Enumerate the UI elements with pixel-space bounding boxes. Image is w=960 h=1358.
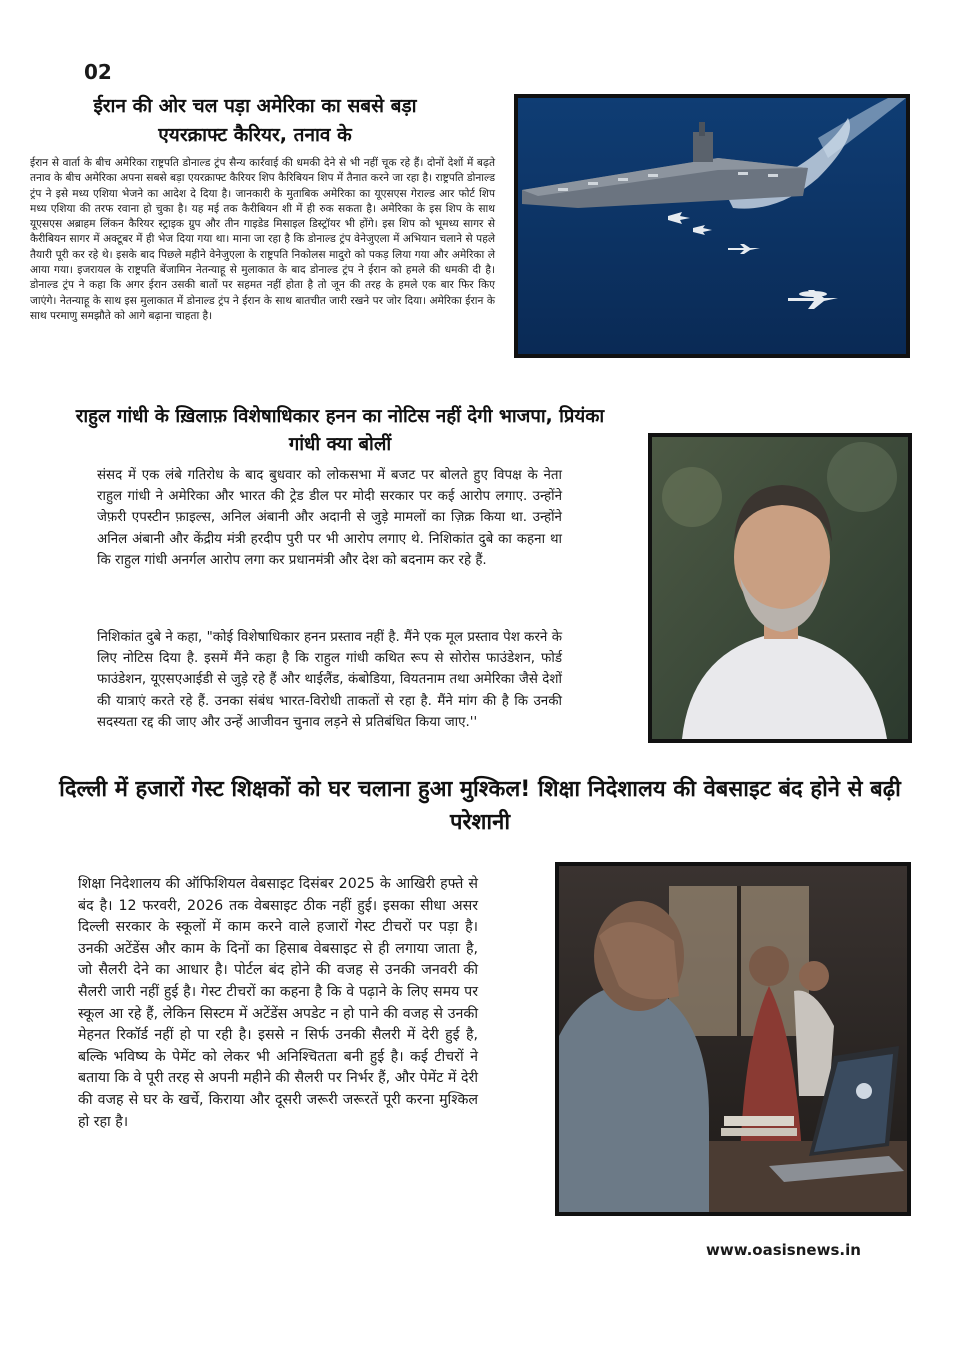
article3-body: शिक्षा निदेशालय की ऑफिशियल वेबसाइट दिसंबर 2025 के आखिरी हफ्ते से बंद है। 12 फरवरी, 2026 तक वेबसाइट ठीक नहीं हुई। इसका सीधा असर दिल्ली सरकार के स्कूलों में काम करने वाले हजारों गेस्ट टीचरों पर पड़ा है। उनकी अटेंडेंस और काम के दिनों का हिसाब वेबसाइट से ही लगाया जाता है, जो सैलरी देने का आधार है। पोर्टल बंद होने की वजह से उनकी जनवरी की सैलरी जारी नहीं हुई है। गेस्ट टीचरों का कहना है कि वे पढ़ाने के लिए समय पर स्कूल आ रहे हैं, लेकिन सिस्टम में अटेंडेंस अपडेट न हो पाने की वजह से उनकी मेहनत रिकॉर्ड नहीं हो पा रही है। इससे न सिर्फ उनकी सैलरी में देरी हुई है, बल्कि भविष्य के पेमेंट को लेकर भी अनिश्चितता बनी हुई है। कई टीचरों ने बताया कि वे पूरी तरह से अपनी महीने की सैलरी पर निर्भर हैं, और पेमेंट में देरी की वजह से घर के खर्चे, किराया और दूसरी जरूरी जरूरतें पूरी करना मुश्किल हो रहा है। bbox=[78, 876, 478, 1130]
aircraft-carrier-photo bbox=[514, 94, 910, 358]
article3-headline: दिल्ली में हजारों गेस्ट शिक्षकों को घर चलाना हुआ मुश्किल! शिक्षा निदेशालय की वेबसाइट बंद होने से बढ़ी परेशानी bbox=[59, 777, 901, 835]
website-url[interactable]: www.oasisnews.in bbox=[706, 1241, 861, 1259]
article1-headline: ईरान की ओर चल पड़ा अमेरिका का सबसे बड़ा एयरक्राफ्ट कैरियर, तनाव के bbox=[93, 95, 417, 146]
article2-paragraph-1: संसद में एक लंबे गतिरोध के बाद बुधवार को लोकसभा में बजट पर बोलते हुए विपक्ष के नेता राहुल गांधी ने अमेरिका और भारत की ट्रेड डील पर मोदी सरकार पर कई आरोप लगाए. उन्होंने जेफ़री एपस्टीन फ़ाइल्स, अनिल अंबानी और अदानी से जुड़े मामलों का ज़िक्र किया था. उन्होंने अनिल अंबानी और केंद्रीय मंत्री हरदीप पुरी पर भी आरोप लगाए थे. निशिकांत दुबे का कहना था कि राहुल गांधी अनर्गल आरोप लगा कर प्रधानमंत्री और देश को बदनाम कर रहे हैं. bbox=[97, 468, 562, 568]
page-number: 02 bbox=[84, 60, 112, 84]
article2-paragraph-2: निशिकांत दुबे ने कहा, "कोई विशेषाधिकार हनन प्रस्ताव नहीं है. मैंने एक मूल प्रस्ताव पेश करने के लिए नोटिस दिया है. इसमें मैंने कहा है कि राहुल गांधी कथित रूप से सोरोस फाउंडेशन, फोर्ड फाउंडेशन, यूएसएआईडी से जुड़े रहे हैं और थाईलैंड, कंबोडिया, वियतनाम तथा अमेरिका जैसे देशों की यात्राएं करते रहे हैं. उनका संबंध भारत-विरोधी ताकतों से रहा है. मैंने मांग की है कि उनकी सदस्यता रद्द की जाए और उन्हें आजीवन चुनाव लड़ने से प्रतिबंधित किया जाए.'' bbox=[97, 630, 562, 730]
guest-teacher-photo bbox=[555, 862, 911, 1216]
article1-body: ईरान से वार्ता के बीच अमेरिका राष्ट्रपति डोनाल्ड ट्रंप सैन्य कार्रवाई की धमकी देने से भी नहीं चूक रहे हैं। दोनों देशों में बढ़ते तनाव के बीच अमेरिका अपना सबसे बड़ा एयरक्राफ्ट कैरियर शिप कैरिबियन शिप में तैनात करने जा रहा है। राष्ट्रपति डोनाल्ड ट्रंप ने इसे मध्य एशिया भेजने का आदेश दे दिया है। जानकारी के मुताबिक अमेरिका का यूएसएस गेराल्ड आर फोर्ट शिप मध्य एशिया की तरफ रवाना हो चुका है। यह मई तक कैरीबियन शी में ही रुक सकता है। अमेरिका के इस शिप के साथ यूएसएस अब्राहम लिंकन कैरियर स्ट्राइक ग्रुप और तीन गाइडेड मिसाइल डिस्ट्रॉयर भी होंगे। इस शिप को भूमध्य सागर से कैरीबियन सागर में अक्टूबर में ही भेज दिया गया था। माना जा रहा है कि डोनाल्ड ट्रंप वेनेजुएला में अभियान चलाने से पहले तैयारी पूरी कर रहे थे। इसके बाद पिछले महीने वेनेजुएला के राष्ट्रपति निकोलस मादुरो को पकड़ लिया गया और अमेरिका ले आया गया। इजरायल के राष्ट्रपति बेंजामिन नेतन्याहू से मुलाकात के बाद डोनाल्ड ट्रंप ने ईरान को हमले की धमकी दी है। डोनाल्ड ट्रंप ने कहा कि अगर ईरान उसकी बातों पर सहमत नहीं होता है तो जून की तरह के हमले एक बार फिर किए जाएंगे। नेतन्याहू के साथ इस मुलाकात में डोनाल्ड ट्रंप ने ईरान के साथ बातचीत जारी रखने पर जोर दिया। अमेरिका ईरान के साथ परमाणु समझौते को आगे बढ़ाना चाहता है। bbox=[30, 157, 495, 322]
rahul-gandhi-photo bbox=[648, 433, 912, 743]
article2-headline: राहुल गांधी के ख़िलाफ़ विशेषाधिकार हनन का नोटिस नहीं देगी भाजपा, प्रियंका गांधी क्या बोलीं bbox=[75, 406, 605, 455]
